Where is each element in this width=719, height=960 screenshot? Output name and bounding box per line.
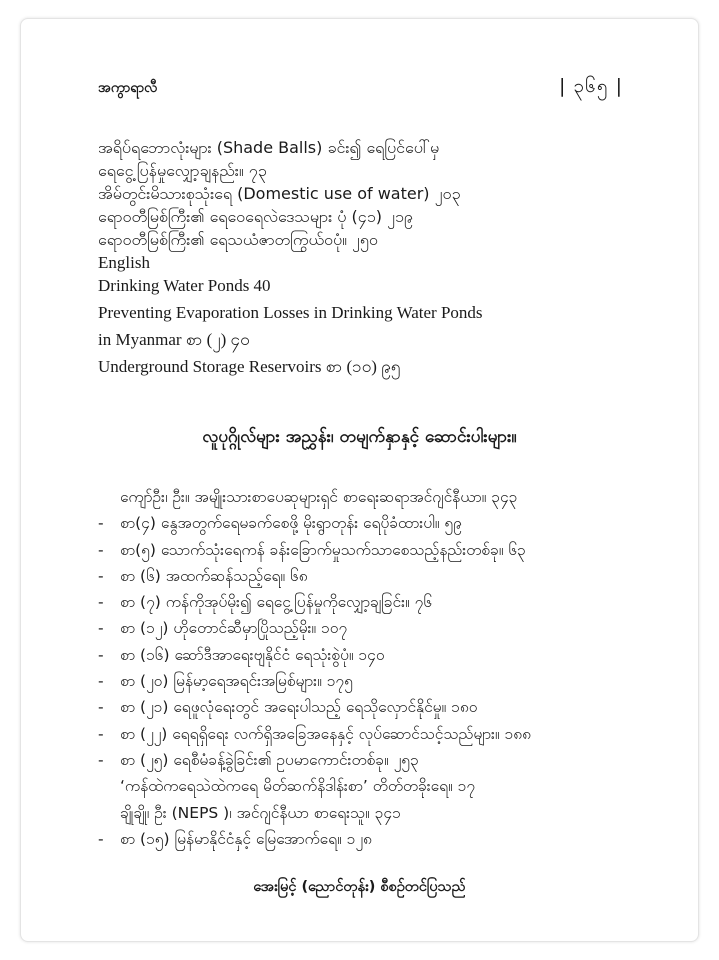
index-entry: in Myanmar စာ (၂) ၄၀: [98, 330, 250, 349]
credit-dash: -: [98, 514, 104, 533]
credit-line: [98, 826, 658, 852]
index-entry: Underground Storage Reservoirs စာ (၁၀) ၉၅: [98, 357, 401, 376]
credit-line: [98, 694, 658, 720]
credit-dash: -: [98, 593, 104, 612]
credit-dash: -: [98, 645, 104, 664]
credit-line: [98, 747, 658, 773]
compiler-signature: အေးမြင့် (ညောင်တုန်း) စီစဉ်တင်ပြသည်: [253, 879, 466, 895]
credit-dash: -: [98, 698, 104, 717]
credit-text: ‘ကန်ထဲကရေသဲထဲကရေ မိတ်ဆက်နိဒါန်းစာ’ တိတ်တခိုးရေ။ ၁၇: [120, 777, 476, 796]
credit-dash: -: [98, 619, 104, 638]
credit-line: [98, 615, 658, 641]
credit-dash: -: [98, 724, 104, 743]
credit-text: စာ (၁၆) ဆော်ဒီအာရေးဗျနိုင်ငံ ရေသုံးစွဲပုံ။ ၁၄၀: [120, 645, 385, 664]
index-entry: ရောဝတီမြစ်ကြီး၏ ရေဝေရေလဲဒေသများ ပုံ (၄၁) ၂၁၉: [98, 207, 413, 226]
index-entry: ရောဝတီမြစ်ကြီး၏ ရေသယံဇာတကြွယ်ဝပုံ။ ၂၅၀: [98, 230, 378, 249]
credit-text: စာ (၇) ကန်ကိုအုပ်မိုး၍ ရေငွေ့ပြန်မှုကိုလျှော့ချခြင်း။ ၇၆: [120, 593, 433, 612]
credit-dash: -: [98, 750, 104, 769]
credit-line: [98, 484, 658, 510]
credit-text: စာ (၂၀) မြန်မာ့ရေအရင်းအမြစ်များ။ ၁၇၅: [120, 672, 353, 691]
index-entry: အရိပ်ရဘောလုံးများ (Shade Balls) ခင်း၍ ရေပြင်ပေါ်မှ: [98, 138, 440, 157]
section-heading: လူပုဂ္ဂိုလ်များ အညွှန်း၊ တမျက်နှာနှင့် ဆောင်းပါးများ။: [202, 427, 517, 447]
credit-line: [98, 800, 658, 826]
credit-line: [98, 563, 658, 589]
credit-text: ကျော်ဦး၊ ဦး။ အမျိုးသားစာပေဆုများရှင် စာရေးဆရာအင်ဂျင်နီယာ။ ၃၄၃: [120, 488, 518, 506]
credit-text: စာ (၂၂) ရေရရှိရေး လက်ရှိအခြေအနေနှင့် လုပ်ဆောင်သင့်သည်များ။ ၁၈၈: [120, 724, 531, 743]
credit-line: [98, 642, 658, 668]
credit-line: [98, 668, 658, 694]
credit-line: [98, 773, 658, 799]
credit-text: စာ (၂၁) ရေဖူလုံရေးတွင် အရေးပါသည့် ရေသိုလှောင်နိုင်မှု။ ၁၈၀: [120, 698, 478, 717]
credits-list: [98, 484, 658, 852]
index-entry: Drinking Water Ponds 40: [98, 276, 271, 295]
credit-line: [98, 537, 658, 563]
credit-dash: -: [98, 540, 104, 559]
credit-text: စာ (၁၅) မြန်မာနိုင်ငံနှင့် မြေအောက်ရေ။ ၁၂၈: [120, 829, 372, 848]
index-subheading-english: English: [98, 253, 150, 272]
credit-text: ချိုချို၊ ဦး (NEPS )၊ အင်ဂျင်နီယာ စာရေးသူ။ ၃၄၁: [120, 803, 401, 822]
credit-text: စာ(၅) သောက်သုံးရေကန် ခန်းခြောက်မှုသက်သာစေသည့်နည်းတစ်ခု။ ၆၃: [120, 540, 526, 559]
credit-dash: -: [98, 566, 104, 585]
index-entry: Preventing Evaporation Losses in Drinking Water Ponds: [98, 303, 483, 322]
index-entry: ရေငွေ့ပြန်မှုလျှော့ချနည်း။ ၇၃: [98, 161, 267, 180]
index-entry: အိမ်တွင်းမိသားစုသုံးရေ (Domestic use of water) ၂၀၃: [98, 184, 461, 203]
credit-dash: -: [98, 672, 104, 691]
running-head: အကွာရာလီ: [98, 80, 158, 96]
credit-text: စာ (၂၅) ရေစီမံခန့်ခွဲခြင်း၏ ဥပမာကောင်းတစ်ခု။ ၂၅၃: [120, 750, 419, 769]
credit-text: စာ (၆) အထက်ဆန်သည့်ရေ။ ၆၈: [120, 566, 308, 585]
credit-dash: -: [98, 829, 104, 848]
credit-line: [98, 510, 658, 536]
credit-line: [98, 589, 658, 615]
credit-text: စာ (၁၂) ဟိုတောင်ဆီမှာပြိုသည့်မိုး။ ၁၀၇: [120, 619, 348, 638]
credit-line: [98, 721, 658, 747]
page-number: | ၃၆၅ |: [559, 75, 623, 97]
index-entries: [98, 136, 638, 378]
credit-text: စာ(၄) နွေအတွက်ရေမခက်စေဖို့ မိုးရွာတုန်း ရေပိုခံထားပါ။ ၅၉: [120, 514, 462, 533]
